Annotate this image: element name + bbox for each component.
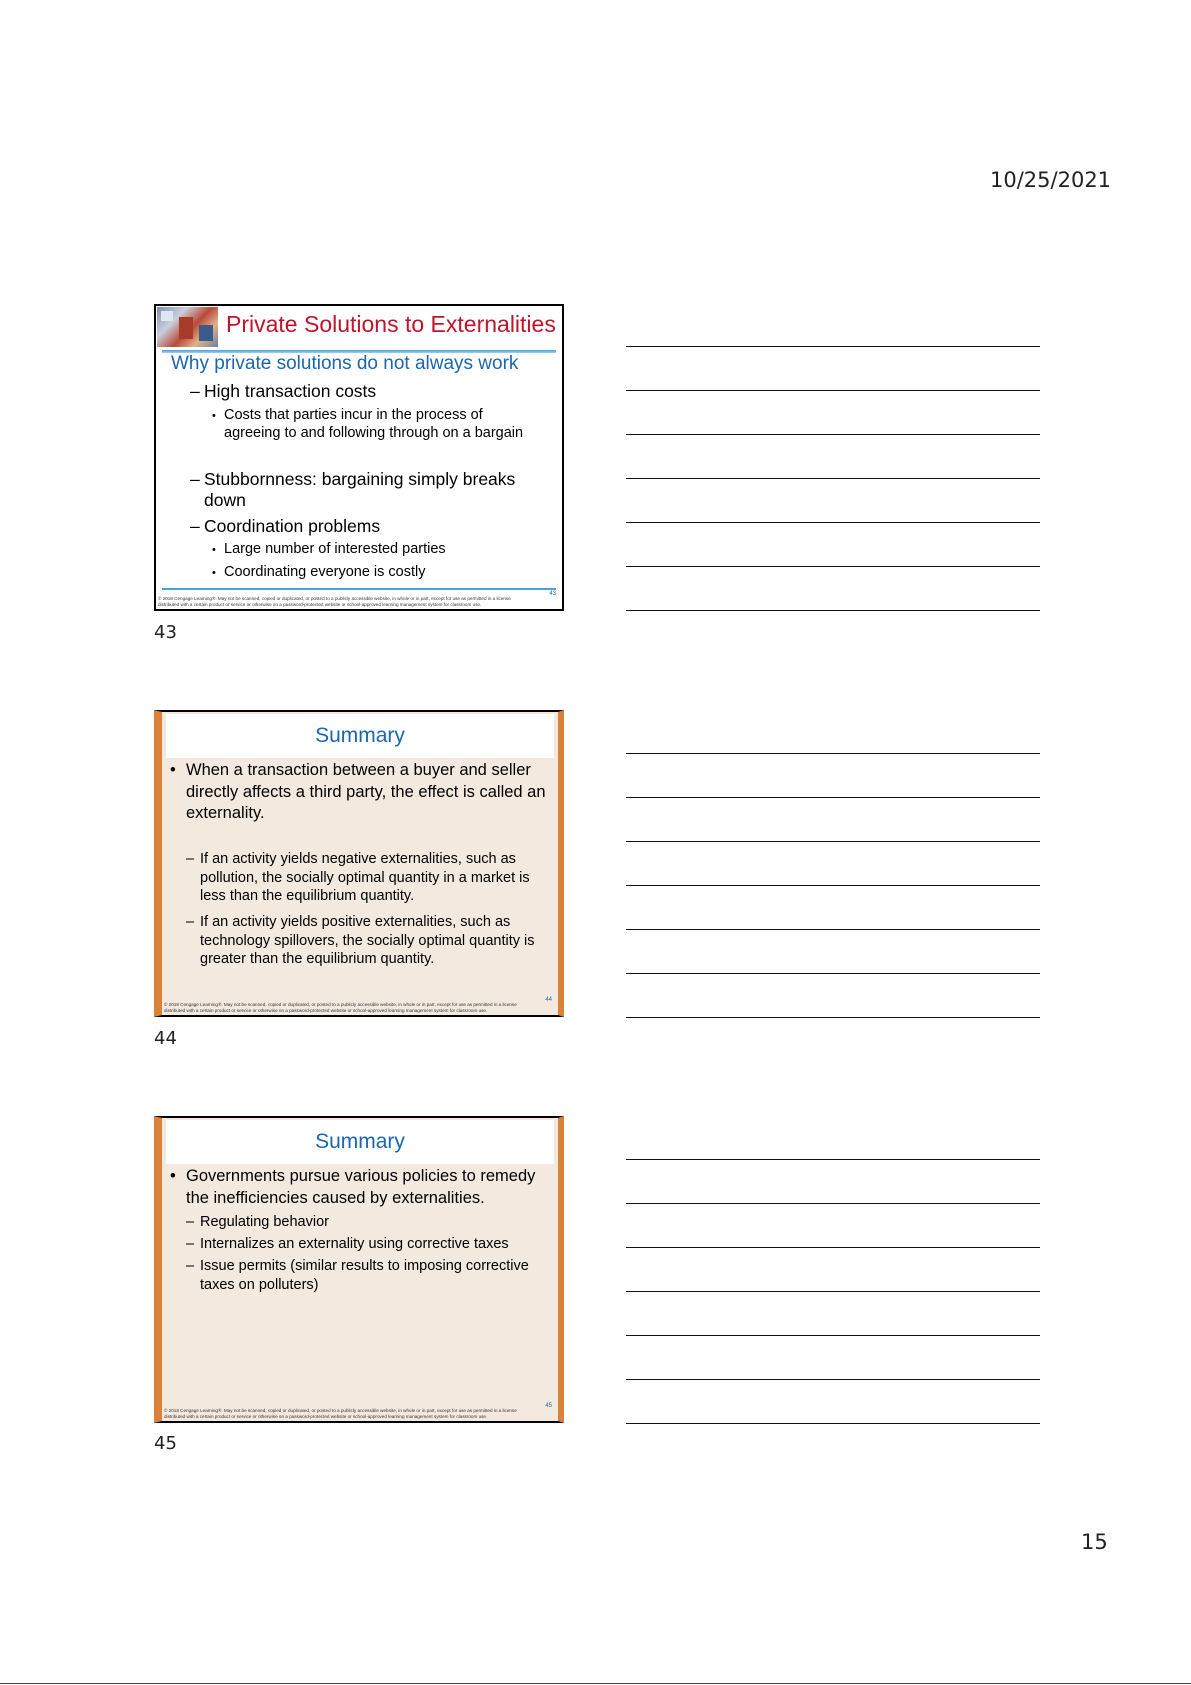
notes-line — [626, 390, 1040, 391]
slide-subheading: Why private solutions do not always work — [171, 353, 519, 374]
copyright-notice: © 2018 Cengage Learning®. May not be scanned, copied or duplicated, or posted to a publicly accessible website, in whole or in part, except for use as permitted in a license distributed with a certain product or service or otherwise on a password-protected website or school-approved learning management system for classroom use. — [164, 1408, 517, 1419]
notes-line — [626, 478, 1040, 479]
list-item: – If an activity yields positive externalities, such as technology spillovers, the socially optimal quantity is greater than the equilibrium quantity. — [186, 914, 535, 967]
notes-line — [626, 1017, 1040, 1018]
list-item: • Costs that parties incur in the process of agreeing to and following through on a bargain — [212, 407, 524, 441]
notes-line — [626, 885, 1040, 886]
page-date: 10/25/2021 — [990, 168, 1112, 192]
notes-line — [626, 1335, 1040, 1336]
notes-line — [626, 522, 1040, 523]
notes-line — [626, 1247, 1040, 1248]
slide-title: Private Solutions to Externalities — [226, 311, 556, 337]
slide-photo — [157, 307, 218, 347]
copyright-notice: © 2018 Cengage Learning®. May not be scanned, copied or duplicated, or posted to a publicly accessible website, in whole or in part, except for use as permitted in a license distributed with a certain product or service or otherwise on a password-protected website or school-approved learning management system for classroom use. — [164, 1002, 517, 1013]
notes-line — [626, 753, 1040, 754]
slide-footer-number: 43 — [549, 591, 556, 597]
list-item: – If an activity yields negative externalities, such as pollution, the socially optimal quantity in a market is less than the equilibrium quantity. — [186, 851, 530, 904]
notes-line — [626, 1423, 1040, 1424]
list-item: – Regulating behavior — [186, 1214, 329, 1230]
notes-line — [626, 797, 1040, 798]
slide-number: 45 — [154, 1433, 177, 1454]
copyright-notice: © 2018 Cengage Learning®. May not be scanned, copied or duplicated, or posted to a publicly accessible website, in whole or in part, except for use as permitted in a license distributed with a certain product or service or otherwise on a password-protected website or school-approved learning management system for classroom use. — [158, 596, 511, 607]
notes-line — [626, 841, 1040, 842]
list-item: – Internalizes an externality using corrective taxes — [186, 1236, 509, 1252]
notes-line — [626, 929, 1040, 930]
notes-line — [626, 434, 1040, 435]
list-item: – Coordination problems — [190, 516, 381, 536]
slide-footer-number: 44 — [545, 997, 552, 1003]
page-bottom-rule — [0, 1683, 1191, 1684]
list-item: • Large number of interested parties — [212, 541, 446, 557]
slide-title: Summary — [315, 1130, 405, 1153]
photo-figure — [179, 317, 193, 339]
list-item: • Coordinating everyone is costly — [212, 564, 426, 580]
list-item: – Stubbornness: bargaining simply breaks down — [190, 469, 516, 510]
page-number: 15 — [1081, 1530, 1108, 1554]
slide-44 — [154, 710, 564, 1017]
slide-footer-number: 45 — [545, 1403, 552, 1409]
notes-line — [626, 1379, 1040, 1380]
list-item: – High transaction costs — [190, 381, 377, 401]
slide-title: Summary — [315, 724, 405, 747]
notes-line — [626, 1291, 1040, 1292]
list-item: • When a transaction between a buyer and seller directly affects a third party, the effect is called an externality. — [170, 761, 546, 822]
notes-line — [626, 1159, 1040, 1160]
notes-line — [626, 566, 1040, 567]
slide-45 — [154, 1116, 564, 1423]
photo-sky — [161, 311, 173, 321]
notes-line — [626, 973, 1040, 974]
notes-line — [626, 610, 1040, 611]
notes-line — [626, 346, 1040, 347]
slide-number: 44 — [154, 1028, 177, 1049]
footer-divider — [162, 588, 556, 590]
list-item: – Issue permits (similar results to imposing corrective taxes on polluters) — [186, 1258, 529, 1293]
photo-building — [199, 325, 213, 341]
notes-line — [626, 1203, 1040, 1204]
slide-number: 43 — [154, 622, 177, 643]
slide-43 — [154, 304, 564, 611]
list-item: • Governments pursue various policies to remedy the inefficiencies caused by externalities. — [170, 1167, 536, 1207]
